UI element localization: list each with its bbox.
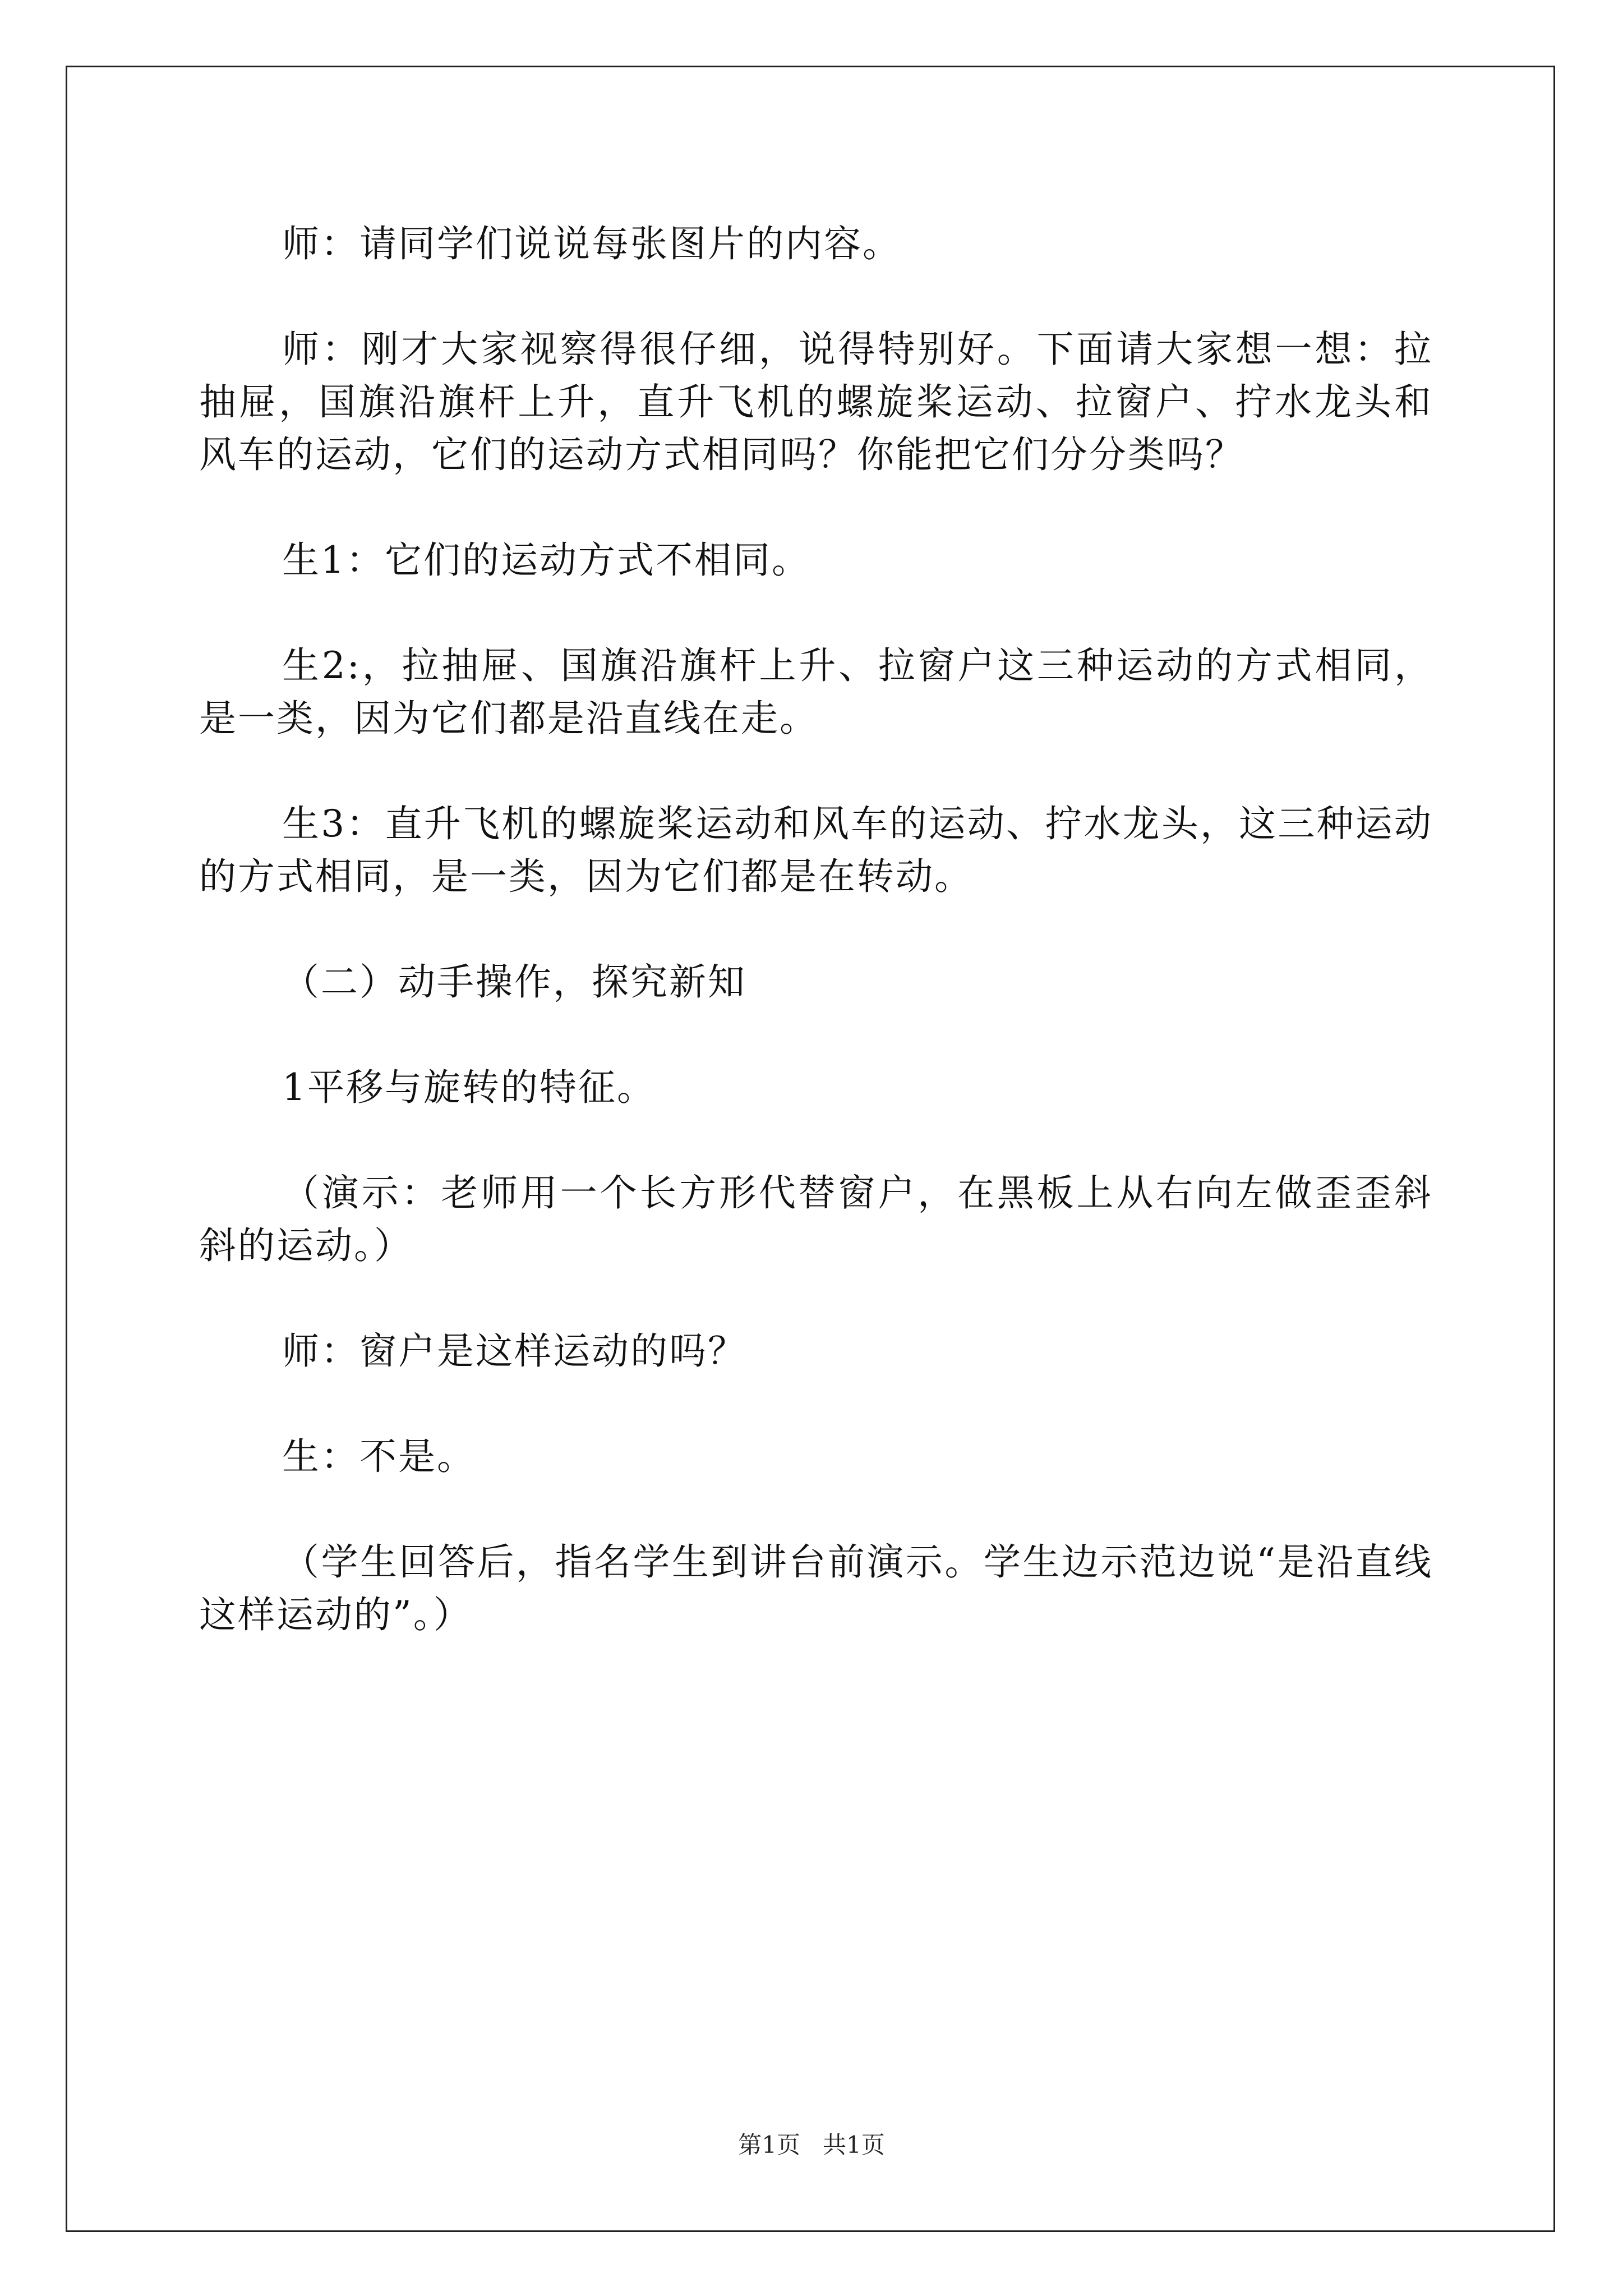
paragraph-5: 生3：直升飞机的螺旋桨运动和风车的运动、拧水龙头，这三种运动的方式相同，是一类，因为它们都是在转动。 [199,802,1433,898]
paragraph-3: 生1：它们的运动方式不相同。 [282,539,810,582]
subsection-heading: 1平移与旋转的特征。 [282,1066,656,1109]
paragraph-1: 师：请同学们说说每张图片的内容。 [282,222,901,265]
paragraph-7: 师：窗户是这样运动的吗？ [282,1329,746,1373]
section-heading: （二）动手操作，探究新知 [282,960,746,1004]
document-body [199,218,1433,1694]
paragraph-4: 生2:，拉抽屉、国旗沿旗杆上升、拉窗户这三种运动的方式相同，是一类，因为它们都是沿直线在走。 [199,644,1433,740]
paragraph-2: 师：刚才大家视察得很仔细，说得特别好。下面请大家想一想：拉抽屉，国旗沿旗杆上升，直升飞机的螺旋桨运动、拉窗户、拧水龙头和风车的运动，它们的运动方式相同吗？你能把它们分分类吗？ [199,328,1433,476]
paragraph-9: （学生回答后，指名学生到讲台前演示。学生边示范边说“是沿直线这样运动的”。） [199,1540,1433,1636]
page-footer: 第1页 共1页 [738,2131,885,2159]
paragraph-8: 生：不是。 [282,1435,476,1478]
paragraph-6: （演示：老师用一个长方形代替窗户，在黑板上从右向左做歪歪斜斜的运动。） [199,1171,1433,1267]
